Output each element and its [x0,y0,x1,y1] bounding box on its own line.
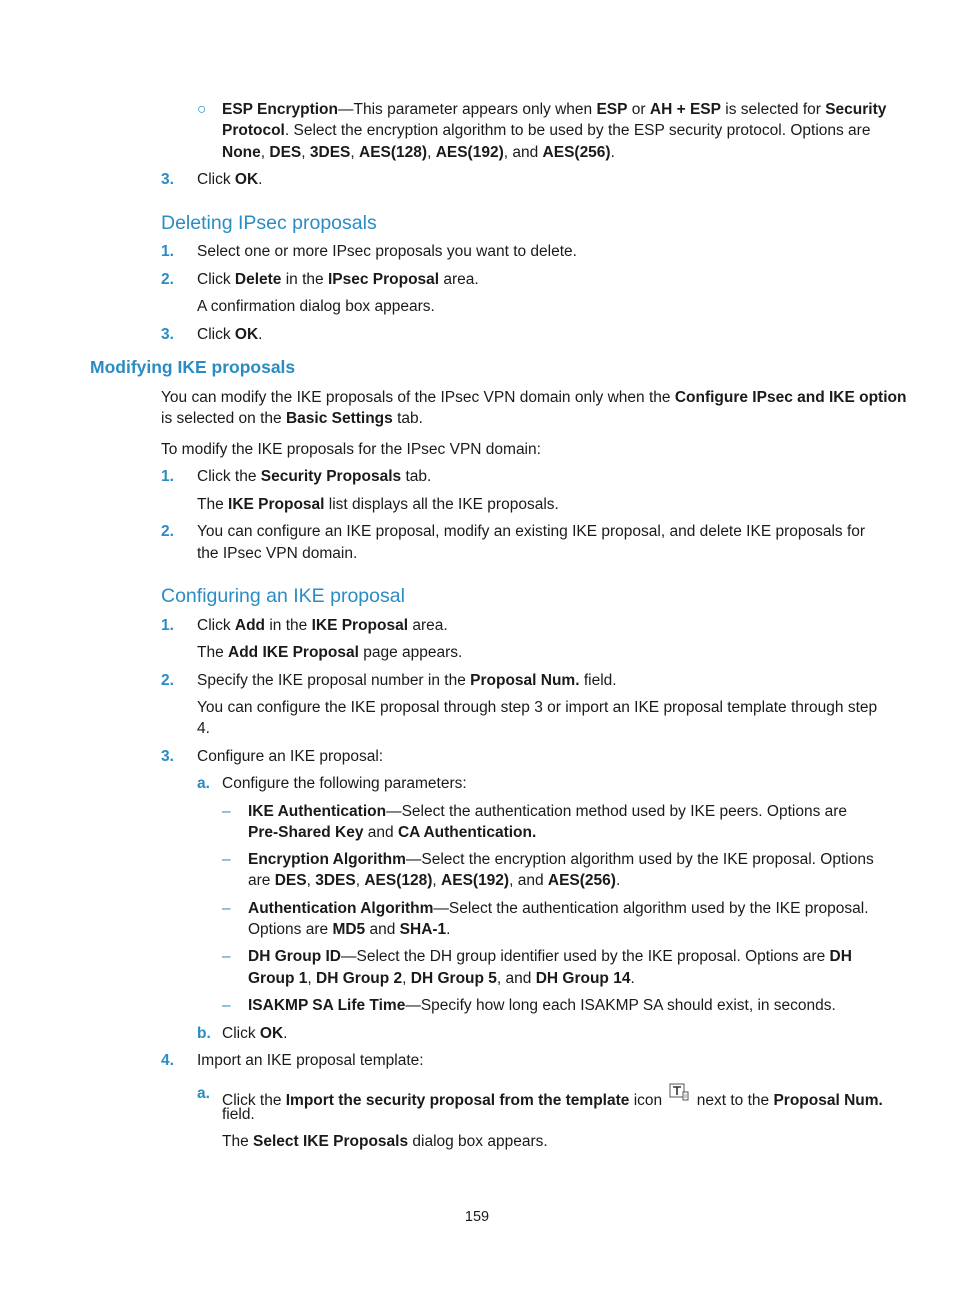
step-text [197,615,448,637]
section-heading-modifying-ike-proposals: Modifying IKE proposals [90,357,296,377]
text: . [283,1025,288,1042]
term: None [222,144,261,161]
term: Configure IPsec and IKE option [674,389,907,406]
step-number: 1. [161,243,174,260]
text: in the [281,271,328,288]
text: , [306,872,316,889]
term: AES(256) [547,872,616,889]
paragraph-line [161,387,906,409]
text: and [365,921,400,938]
substep-note [222,1131,548,1153]
text: Click [197,617,235,634]
list-dash: – [222,948,231,965]
param-line [248,919,450,941]
step-text: Select one or more IPsec proposals you want to delete. [197,243,577,260]
text: next to the [692,1092,774,1109]
term: DES [274,872,307,889]
text: The [197,644,229,661]
text: . [615,872,621,889]
term: Authentication Algorithm [248,900,434,917]
substep-text [222,1083,883,1112]
list-bullet: ○ [197,101,207,118]
text: , [301,144,310,161]
text: —Select the authentication method used by IKE peers. Options are [386,803,848,820]
term: Delete [234,271,282,288]
step-text [197,670,617,692]
text: area. [439,271,479,288]
text: . [610,144,615,161]
term: Add IKE Proposal [228,644,359,661]
term: 3DES [309,144,351,161]
text: —Select the DH group identifier used by the IKE proposal. Options are [341,948,830,965]
import-template-icon [669,1083,689,1103]
step-number: 2. [161,672,174,689]
param-line [248,822,536,844]
text: , [350,144,359,161]
term: CA Authentication. [397,824,537,841]
text: Click [197,326,235,343]
text: Click the [197,468,261,485]
text: in the [265,617,312,634]
term: OK [234,326,259,343]
term: AES(192) [441,872,510,889]
text: The [197,496,229,513]
step-note [197,494,559,516]
text: Click [222,1025,260,1042]
param-line [248,968,635,990]
term: DH [829,948,852,965]
step-text [197,324,262,346]
text: —Select the authentication algorithm used by the IKE proposal. [433,900,869,917]
term: ESP [596,101,628,118]
step-text: Configure an IKE proposal: [197,748,384,765]
substep-letter: b. [197,1025,211,1042]
substep-text: Configure the following parameters: [222,775,467,792]
step-text: the IPsec VPN domain. [197,545,358,562]
list-dash: – [222,900,231,917]
term: AES(128) [359,144,428,161]
step-number: 1. [161,468,174,485]
paragraph-line [161,408,423,430]
step-note: 4. [197,720,210,737]
step-number: 2. [161,523,174,540]
text: are [248,872,275,889]
step-text [197,269,479,291]
list-dash: – [222,803,231,820]
text: . [258,171,263,188]
text: . [446,921,451,938]
text: , [260,144,270,161]
text: —Specify how long each ISAKMP SA should exist, in seconds. [405,997,836,1014]
term: MD5 [332,921,366,938]
step-note [197,642,462,664]
text: or [627,101,650,118]
term: AES(256) [542,144,611,161]
param-line [248,849,874,871]
term: AES(192) [435,144,504,161]
term: Protocol [222,122,285,139]
text: and [363,824,398,841]
term: AH + ESP [649,101,721,118]
term: Security Proposals [260,468,402,485]
term: ISAKMP SA Life Time [248,997,406,1014]
text: , [355,872,365,889]
section-heading-deleting-ipsec-proposals: Deleting IPsec proposals [161,212,377,234]
substep-letter: a. [197,1085,210,1102]
step-number: 3. [161,171,174,188]
param-line [248,898,869,920]
term: Import the security proposal from the template [285,1092,630,1109]
text: You can modify the IKE proposals of the IPsec VPN domain only when the [161,389,675,406]
term: IKE Proposal [311,617,409,634]
param-line [248,870,620,892]
term: Add [234,617,266,634]
text: area. [408,617,448,634]
param-line [248,801,847,823]
term: Encryption Algorithm [248,851,406,868]
term: OK [259,1025,284,1042]
term: Basic Settings [285,410,393,427]
step-text: Import an IKE proposal template: [197,1052,424,1069]
text: —This parameter appears only when [338,101,597,118]
text: —Select the encryption algorithm used by the IKE proposal. Options [405,851,874,868]
text: . [630,970,635,987]
list-dash: – [222,851,231,868]
term: ESP Encryption [222,101,338,118]
term: IKE Proposal [228,496,325,513]
text: page appears. [358,644,463,661]
text: The [222,1133,254,1150]
term: DH Group 14 [535,970,631,987]
text: field. [579,672,617,689]
term: IKE Authentication [248,803,387,820]
text: , [307,970,317,987]
term: Select IKE Proposals [253,1133,409,1150]
term: DH Group 5 [410,970,497,987]
term: DES [269,144,302,161]
text: Click [197,271,235,288]
step-text: You can configure an IKE proposal, modify an existing IKE proposal, and delete IKE proposals for [197,523,866,540]
text: , and [496,970,536,987]
term: SHA-1 [399,921,447,938]
text: Click [197,171,235,188]
term: Security [825,101,887,118]
param-line [248,995,836,1017]
text: , [427,144,436,161]
text: list displays all the IKE proposals. [324,496,559,513]
term: Group 1 [248,970,308,987]
term: DH Group ID [248,948,341,965]
list-dash: – [222,997,231,1014]
step-number: 3. [161,748,174,765]
term: IPsec Proposal [327,271,440,288]
step-number: 1. [161,617,174,634]
text: , and [509,872,548,889]
text: Options are [248,921,333,938]
term: DH Group 2 [316,970,403,987]
term: OK [234,171,259,188]
text: , [432,872,442,889]
text: icon [629,1092,667,1109]
step-text [197,466,431,488]
param-line [248,946,852,968]
term: Proposal Num. [470,672,580,689]
term: Pre-Shared Key [248,824,364,841]
term: AES(128) [364,872,433,889]
text: Click the [222,1092,286,1109]
text: , [402,970,411,987]
paragraph-line: To modify the IKE proposals for the IPsec VPN domain: [161,441,541,458]
step-note: You can configure the IKE proposal through step 3 or import an IKE proposal template through step [197,699,878,716]
paragraph-line [222,120,870,142]
text: tab. [401,468,432,485]
step-number: 4. [161,1052,174,1069]
text: tab. [392,410,423,427]
text: is selected on the [161,410,286,427]
step-number: 2. [161,271,174,288]
substep-text: field. [222,1106,255,1123]
text: , and [503,144,543,161]
text: Specify the IKE proposal number in the [197,672,471,689]
substep-text [222,1023,287,1045]
step-note: A confirmation dialog box appears. [197,298,435,315]
text: dialog box appears. [408,1133,548,1150]
section-heading-configuring-ike-proposal: Configuring an IKE proposal [161,585,405,607]
paragraph-line [222,99,886,121]
step-number: 3. [161,326,174,343]
text: . [258,326,263,343]
substep-letter: a. [197,775,210,792]
paragraph-line [222,142,615,164]
step-text [197,169,262,191]
text: is selected for [720,101,826,118]
page-number: 159 [464,1209,490,1225]
term: 3DES [315,872,356,889]
term: Proposal Num. [773,1092,883,1109]
text: . Select the encryption algorithm to be used by the ESP security protocol. Options are [284,122,871,139]
